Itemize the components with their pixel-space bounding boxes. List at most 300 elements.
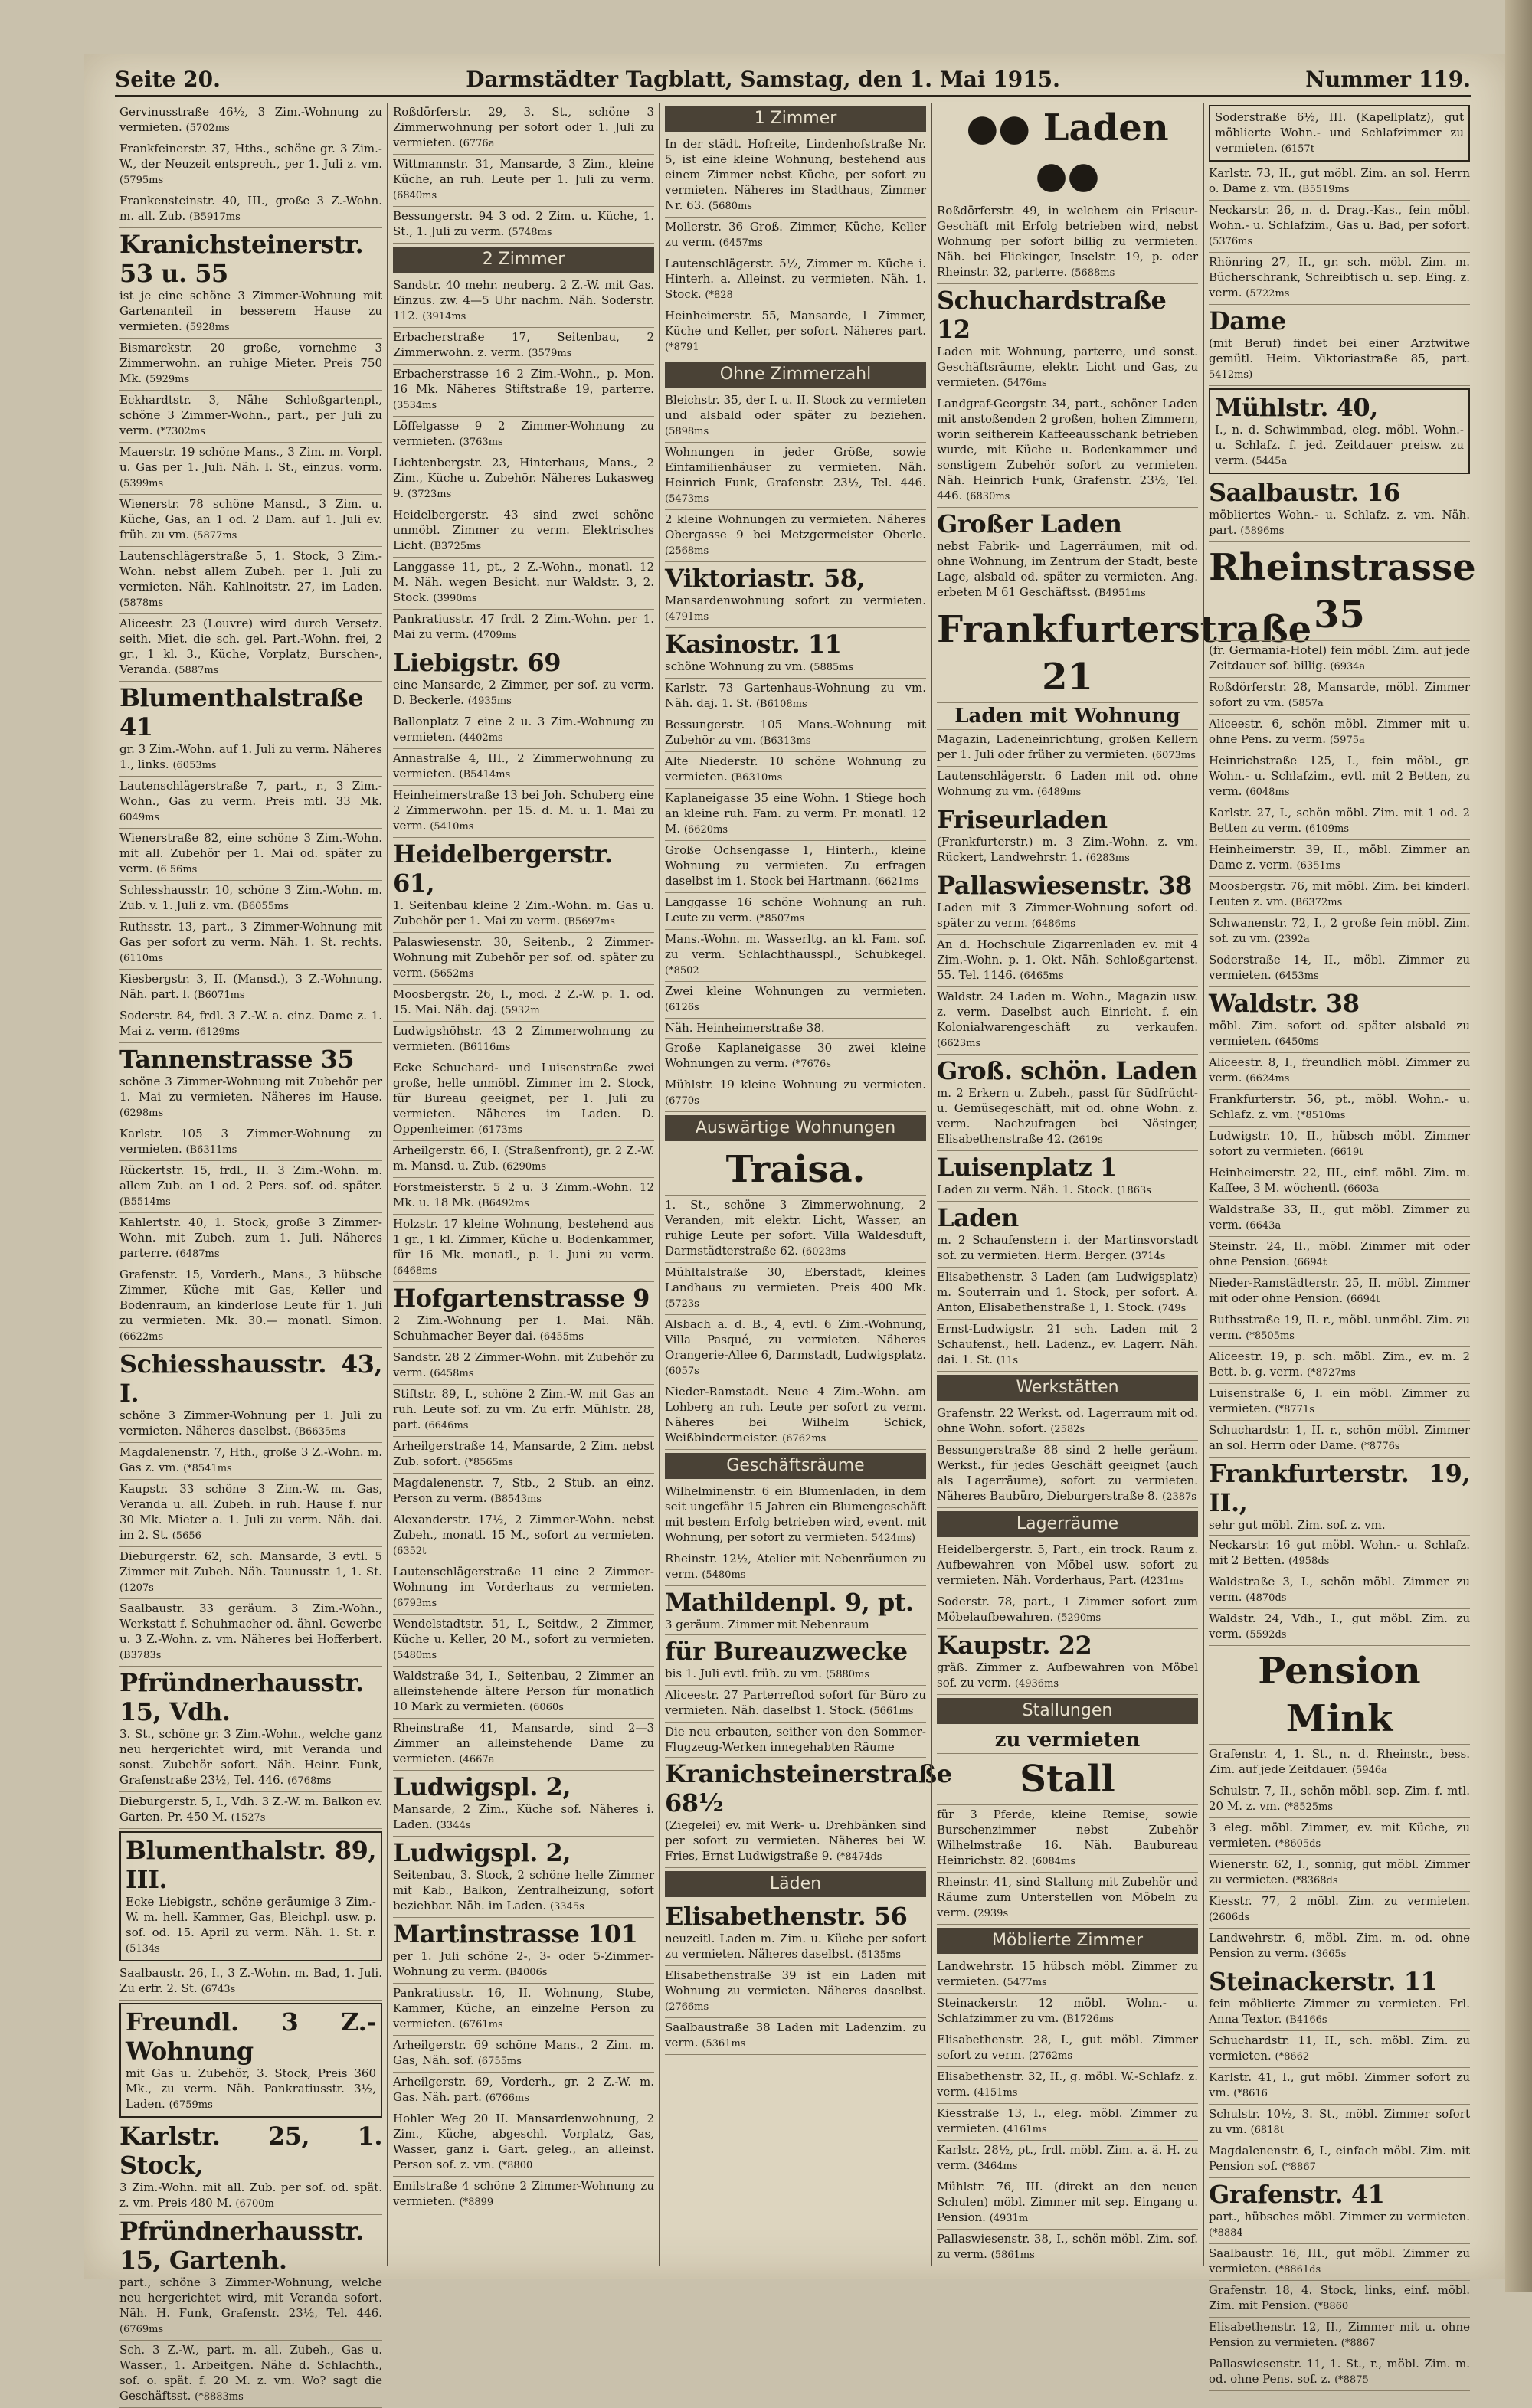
ad-reference-code: (6934a [1330,661,1366,672]
display-ad-headline: Stall [937,1754,1198,1805]
ad-text: Ludwigshöhstr. 43 2 Zimmerwohnung zu vermieten. [393,1024,654,1053]
ad-reference-code: (5896ms [1240,525,1285,537]
classified-ad [665,679,926,715]
ad-text: ist je eine schöne 3 Zimmer-Wohnung mit Gartenanteil in besserem Hause zu vermieten. [119,289,382,333]
display-ad-headline: ●● Laden ●● [937,103,1198,201]
ad-address-headline: Steinackerstr. 11 [1209,1967,1438,1996]
ad-reference-code: (*8899 [459,2197,494,2208]
classified-ad [665,715,926,752]
classified-ad [1209,1892,1470,1929]
ad-address-headline: Luisenplatz 1 [937,1153,1117,1182]
ad-text: Mollerstr. 36 Groß. Zimmer, Küche, Keller zu verm. [665,220,926,249]
ad-address-headline: Saalbaustr. 16 [1209,478,1400,507]
ad-text: Bessungerstr. 94 3 od. 2 Zim. u. Küche, 1. St., 1. Juli zu verm. [393,209,654,238]
section-heading: Stallungen [937,1698,1198,1724]
classified-ad [393,1385,654,1437]
ad-reference-code: (6830ms [966,491,1010,502]
ad-text: Lichtenbergstr. 23, Hinterhaus, Mans., 2 Zim., Küche u. Zubehör. Näheres Lukasweg 9. [393,456,654,500]
ad-reference-code: (4151ms [974,2087,1018,2099]
ad-reference-code: (5929ms [146,374,190,385]
classified-ad [937,394,1198,508]
ad-reference-code: (5878ms [119,597,164,609]
classified-ad [393,985,654,1022]
ad-reference-code: (*8727ms [1307,1367,1356,1379]
classified-ad [119,103,382,139]
classified-ad [119,1006,382,1043]
classified-ad [393,1178,654,1215]
newspaper-masthead: Darmstädter Tagblatt, Samstag, den 1. Mai 1915. [466,66,1060,92]
classified-ad [937,767,1198,803]
classified-ad [937,1994,1198,2030]
ad-reference-code: (*8771s [1275,1404,1314,1415]
ad-text: Saalbaustr. 16, III., gut möbl. Zimmer zu vermieten. [1209,2246,1470,2275]
ad-text: Lautenschlägerstraße 11 eine 2 Zimmer-Wohnung im Vorderhaus zu vermieten. [393,1565,654,1594]
ad-text: 2 kleine Wohnungen zu vermieten. Näheres Obergasse 9 bei Metzgermeister Oberle. [665,512,926,541]
classified-ad [665,1196,926,1263]
ad-reference-code: (3344s [436,1820,471,1831]
column-2 [387,103,659,2266]
ad-reference-code: (6700m [235,2198,274,2210]
classified-ad [393,749,654,786]
ad-reference-code: (5477ms [1003,1977,1047,1988]
ad-text: mit Gas u. Zubehör, 3. Stock, Preis 360 Mk., zu verm. Näh. Pankratiusstr. 3½, Laden. [126,2066,376,2111]
ad-reference-code: (6126s [665,1002,699,1013]
ad-text: Kiesstr. 77, 2 möbl. Zim. zu vermieten. [1209,1894,1470,1908]
ad-text: Erbacherstraße 17, Seitenbau, 2 Zimmerwohn. z. verm. [393,330,654,359]
classified-ad [393,1562,654,1615]
ad-text: Dieburgerstr. 62, sch. Mansarde, 3 evtl. 5 Zimmer mit Zubeh. Näh. Taunusstr. 1, 1. St. [119,1549,382,1579]
classified-ad [393,328,654,365]
classified-ad [1209,715,1470,751]
classified-ad [937,1404,1198,1441]
ad-text: 1. Seitenbau kleine 2 Zim.-Wohn. m. Gas u. Zubehör per 1. Mai zu verm. [393,898,654,928]
ad-reference-code: (6766ms [485,2092,529,2104]
ad-reference-code: (6298ms [119,1107,164,1119]
classified-ad [119,1348,382,1443]
ad-text: Wohnungen in jeder Größe, sowie Einfamilienhäuser zu vermieten. Näh. Heinrich Funk, Grafenstr. 23½, Tel. 446. [665,445,926,489]
ad-text: Saalbaustr. 33 geräum. 3 Zim.-Wohn., Werkstatt f. Schuhmacher od. ähnl. Gewerbe u. 3 Z.-Wohn. z. vm. Näheres bei Hofferbert. [119,1602,382,1646]
ad-reference-code: (3914ms [422,311,466,322]
ad-text: Pankratiusstr. 16, II. Wohnung, Stube, Kammer, Küche, an einzelne Person zu vermieten. [393,1986,654,2030]
ad-text: gräß. Zimmer z. Aufbewahren von Möbel sof. zu verm. [937,1660,1198,1690]
ad-reference-code: (4935ms [467,695,512,707]
ad-reference-code: 5424ms) [871,1533,915,1544]
classified-ad [937,2177,1198,2230]
classified-ad [1209,803,1470,840]
classified-ad [665,752,926,789]
ad-reference-code: (5399ms [119,478,164,489]
ad-address-headline: Blumenthalstraße 41 [119,683,363,741]
ad-reference-code: (B6311ms [185,1144,237,1156]
classified-ad [119,881,382,918]
classified-ad [393,2109,654,2177]
ad-text: Heinrichstraße 125, I., fein möbl., gr. Wohn.- u. Schlafzim., evtl. mit 2 Betten, zu verm. [1209,754,1470,798]
ad-text: möbliertes Wohn.- u. Schlafz. z. vm. Näh. part. [1209,508,1470,537]
classified-ad [119,1265,382,1348]
ad-text: 3. St., schöne gr. 3 Zim.-Wohn., welche ganz neu hergerichtet wird, mit Veranda und sonst. Zubehör sofort. Näh. Heinr. Funk, Grafenstraße 23½, Tel. 446. [119,1727,382,1787]
classified-ad [665,562,926,628]
ad-reference-code: (*8800 [498,2160,533,2171]
ad-text: Karlstr. 41, I., gut möbl. Zimmer sofort zu vm. [1209,2070,1470,2099]
classified-ad [665,1039,926,1075]
classified-ad [1209,1965,1470,2031]
ad-reference-code: (5723s [665,1298,699,1310]
column-5 [1203,103,1476,2386]
ad-text: Laden mit 3 Zimmer-Wohnung sofort od. später zu verm. [937,901,1198,930]
classified-ad [937,1629,1198,1695]
classified-ad [1209,388,1470,474]
classified-ad [119,1792,382,1829]
classified-ad [1209,1274,1470,1310]
ad-reference-code: (5928ms [185,322,230,333]
classified-ad [665,841,926,893]
ad-text: Ruthsstraße 19, II. r., möbl. unmöbl. Zim. zu verm. [1209,1313,1470,1342]
ad-reference-code: (B5519ms [1298,184,1350,195]
ad-text: Seitenbau, 3. Stock, 2 schöne helle Zimmer mit Kab., Balkon, Zentralheizung, sofort beziehbar. Näh. im Laden. [393,1868,654,1912]
classified-ad [1209,1421,1470,1458]
classified-ad [1209,164,1470,201]
classified-ad [937,1957,1198,1994]
classified-ad [1209,1200,1470,1237]
classified-ad [937,1202,1198,1268]
ad-reference-code: (5748ms [508,227,552,238]
ad-reference-code: (*8525ms [1284,1801,1334,1813]
ad-reference-code: (B3783s [119,1650,162,1661]
ad-reference-code: (*8883ms [195,2391,244,2403]
ad-text: Landwehrstr. 6, möbl. Zim. m. od. ohne Pension zu verm. [1209,1931,1470,1960]
classified-ad [119,1831,382,1961]
ad-reference-code: (4402ms [459,732,503,744]
ad-text: Aliceestr. 6, schön möbl. Zimmer mit u. ohne Pens. zu verm. [1209,717,1470,746]
classified-ad [393,1282,654,1348]
ad-reference-code: (3990ms [433,593,477,604]
ad-text: Große Kaplaneigasse 30 zwei kleine Wohnungen zu verm. [665,1041,926,1070]
classified-ad [665,510,926,562]
page-fold-edge [1505,0,1532,2292]
ad-reference-code: (6468ms [393,1265,437,1277]
ad-reference-code: (6290ms [502,1161,547,1173]
classified-ad [1209,1090,1470,1127]
classified-ad [665,789,926,841]
ad-reference-code: (B4006s [506,1967,548,1978]
ad-text: Karlstr. 105 3 Zimmer-Wohnung zu vermieten. [119,1127,382,1156]
ad-text: In der städt. Hofreite, Lindenhofstraße Nr. 5, ist eine kleine Wohnung, bestehend aus einem Zimmer nebst Küche, per sofort zu vermieten. Näheres im Stadthaus, Zimmer Nr. 63. [665,137,926,212]
ad-reference-code: (5476ms [1003,378,1047,389]
classified-ad [393,207,654,244]
ad-text: Grafenstr. 18, 4. Stock, links, einf. möbl. Zim. mit Pension. [1209,2283,1470,2312]
ad-text: Neckarstr. 26, n. d. Drag.-Kas., fein möbl. Wohn.- u. Schlafzim., Gas u. Bad, per sofort. [1209,203,1470,232]
classified-ad [937,1151,1198,1202]
classified-ad [393,1510,654,1562]
ad-reference-code: (5410ms [430,821,474,833]
ad-reference-code: (*8884 [1209,2227,1243,2239]
ad-reference-code: (B5414ms [459,769,511,780]
ad-reference-code: (5480ms [702,1569,746,1581]
ad-reference-code: (B6492ms [478,1198,529,1209]
ad-reference-code: (*7676s [791,1058,831,1070]
ad-text: Landwehrstr. 15 hübsch möbl. Zimmer zu vermieten. [937,1959,1198,1988]
ad-reference-code: (5887ms [175,665,219,676]
ad-text: per 1. Juli schöne 2-, 3- oder 5-Zimmer-Wohnung zu verm. [393,1949,654,1978]
classified-ad [937,1592,1198,1629]
ad-text: Wienerstr. 62, I., sonnig, gut möbl. Zimmer zu vermieten. [1209,1857,1470,1886]
ad-reference-code: (5445a [1252,456,1288,467]
ad-text: Schulstr. 7, II., schön möbl. sep. Zim. f. mtl. 20 M. z. vm. [1209,1784,1470,1813]
ad-reference-code: (6694t [1293,1257,1327,1268]
classified-ad [937,935,1198,987]
ad-text: Roßdörferstr. 49, in welchem ein Friseur-Geschäft mit Erfolg betrieben wird, nebst Wohnung per sofort billig zu vermieten. Näh. bei Flickinger, Inselstr. 19, p. oder Rheinstr. 32, parterre. [937,204,1198,279]
ad-text: part., schöne 3 Zimmer-Wohnung, welche neu hergerichtet wird, mit Veranda sofort. Näh. H. Funk, Grafenstr. 23½, Tel. 446. [119,2275,382,2320]
ad-reference-code: (4870ds [1246,1592,1287,1604]
classified-ad [1209,1929,1470,1965]
ad-reference-code: (6755ms [477,2056,522,2067]
ad-address-headline: Mühlstr. 40, [1215,393,1378,422]
ad-text: Schwanenstr. 72, I., 2 große fein möbl. Zim. sof. zu vm. [1209,916,1470,945]
classified-ad [393,712,654,749]
ad-reference-code: (3534ms [393,400,437,411]
ad-text: Mansarde, 2 Zim., Küche sof. Näheres i. Laden. [393,1802,654,1831]
ad-text: Kaplaneigasse 35 eine Wohn. 1 Stiege hoch an kleine ruh. Fam. zu verm. Pr. monatl. 12 M. [665,791,926,836]
ad-reference-code: (2619s [1069,1134,1103,1146]
ad-text: Landgraf-Georgstr. 34, part., schöner Laden mit anstoßenden 2 großen, hohen Zimmern, worin seitherein Kaffeeausschank betrieben wurde, mit Küche u. Bodenkammer und sonstigem Zubehör sofort zu vermieten. Näh. Heinrich Funk, Grafenstr. 23½, Tel. 446. [937,397,1198,502]
classified-ad [119,682,382,777]
ad-address-headline: Kranichsteinerstraße 68½ [665,1759,952,1817]
ad-address-headline: Pfründnerhausstr. 15, Vdh. [119,1668,364,1726]
classified-ad [119,191,382,228]
ad-text: Frankfeinerstr. 37, Hths., schöne gr. 3 Zim.-W., der Neuzeit entsprech., per 1. Juli z. vm. [119,142,382,171]
ad-text: für 3 Pferde, kleine Remise, sowie Burschenzimmer nebst Zubehör Wilhelmstraße 16. Näh. Baubureau Heinrichstr. 82. [937,1808,1198,1867]
ad-text: Grafenstr. 22 Werkst. od. Lagerraum mit od. ohne Wohn. sofort. [937,1406,1198,1435]
classified-ad [1209,2318,1470,2354]
classified-ad [119,1161,382,1213]
ad-text: Grafenstr. 4, 1. St., n. d. Rheinstr., bess. Zim. auf jede Zeitdauer. [1209,1747,1470,1776]
ad-text: Bessungerstr. 105 Mans.-Wohnung mit Zubehör zu vm. [665,718,926,747]
ad-text: Alsbach a. d. B., 4, evtl. 6 Zim.-Wohnung, Villa Pasqué, zu vermieten. Näheres Orangerie-Allee 6, Darmstadt, Ludwigsplatz. [665,1317,926,1362]
ad-reference-code: (5361ms [702,2038,746,2050]
classified-ad [393,365,654,417]
ad-text: Forstmeisterstr. 5 2 u. 3 Zimm.-Wohn. 12 Mk. u. 18 Mk. [393,1180,654,1209]
ad-text: Laden mit Wohnung, parterre, und sonst. Geschäftsräume, elektr. Licht und Gas, zu vermieten. [937,345,1198,389]
ad-text: (mit Beruf) findet bei einer Arztwitwe gemütl. Heim. Viktoriastraße 85, part. [1209,336,1470,365]
ad-text: Mans.-Wohn. m. Wasserltg. an kl. Fam. sof. zu verm. Schlachthausspl., Schubkegel. [665,932,926,961]
ad-reference-code: (*8860 [1314,2301,1349,2312]
ad-text: Arheilgerstr. 66, I. (Straßenfront), gr. 2 Z.-W. m. Mansd. u. Zub. [393,1143,654,1173]
ad-reference-code: (3579ms [528,348,572,359]
ad-text: Magazin, Ladeneinrichtung, großen Kellern per 1. Juli oder früher zu vermieten. [937,732,1198,761]
classified-ad [119,2120,382,2215]
ad-text: Karlstr. 28½, pt., frdl. möbl. Zim. a. ä. H. zu verm. [937,2143,1198,2172]
ad-reference-code: (*8474ds [836,1851,882,1863]
ad-text: Sch. 3 Z.-W., part. m. all. Zubeh., Gas u. Wasser., 1. Arbeitgen. Nähe d. Schlachth., sof. o. spät. f. 20 M. z. vm. Wo? sagt die Geschäftsst. [119,2343,382,2403]
classified-ad [1209,2178,1470,2244]
ad-reference-code: (5722ms [1246,288,1290,299]
ad-address-headline: Friseurladen [937,805,1108,834]
ad-text: Frankfurterstr. 56, pt., möbl. Wohn.- u. Schlafz. z. vm. [1209,1092,1470,1121]
classified-ad [393,1719,654,1771]
ad-reference-code: (B6313ms [759,735,811,747]
ad-text: Rückertstr. 15, frdl., II. 3 Zim.-Wohn. m. allem Zub. an 1 od. 2 Pers. sof. od. später. [119,1163,382,1193]
classified-ad [665,443,926,510]
ad-reference-code: (5473ms [665,493,709,505]
ad-reference-code: (2392a [1274,934,1310,945]
classified-ad [937,2141,1198,2177]
classified-ad [393,155,654,207]
ad-text: schöne 3 Zimmer-Wohnung mit Zubehör per 1. Mai zu vermieten. Näheres im Hause. [119,1075,382,1104]
ad-text: Aliceestr. 8, I., freundlich möbl. Zimmer zu verm. [1209,1055,1470,1085]
ad-text: Annastraße 4, III., 2 Zimmerwohnung zu vermieten. [393,751,654,780]
ad-address-headline: Heidelbergerstr. 61, [393,839,613,898]
classified-ad [1209,201,1470,253]
ad-reference-code: (5898ms [665,426,709,437]
ad-reference-code: (6840ms [393,190,437,201]
classified-ad [665,254,926,306]
ad-reference-code: (4667a [459,1754,495,1765]
ad-reference-code: (6465ms [1020,970,1064,982]
ad-text: Kahlertstr. 40, 1. Stock, große 3 Zimmer-Wohn. mit Zubeh. zum 1. Juli. Näheres parterre. [119,1215,382,1260]
ad-reference-code: (4709ms [473,630,517,641]
ad-text: 3 eleg. möbl. Zimmer, ev. mit Küche, zu vermieten. [1209,1821,1470,1850]
classified-ad [665,1635,926,1686]
classified-ad [937,201,1198,284]
classified-ad [937,1540,1198,1592]
page-number: Seite 20. [115,66,221,92]
ad-text: Hohler Weg 20 II. Mansardenwohnung, 2 Zim., Küche, abgeschl. Vorplatz, Gas, Wasser, ganz i. Gart. geleg., an alleinst. Person sof. z. vm. [393,2112,654,2171]
ad-text: Steinstr. 24, II., möbl. Zimmer mit oder ohne Pension. [1209,1239,1470,1268]
classified-ad [119,1599,382,1667]
ad-text: Bismarckstr. 20 große, vornehme 3 Zimmerwohn. an ruhige Mieter. Preis 750 Mk. [119,341,382,385]
ad-reference-code: (6450ms [1275,1036,1319,1048]
classified-ad [119,139,382,191]
ad-reference-code: (B8543ms [490,1494,542,1505]
ad-text: Wendelstadtstr. 51, I., Seitdw., 2 Zimmer, Küche u. Keller, 20 M., sofort zu vermieten. [393,1617,654,1646]
ad-reference-code: (5975a [1329,735,1365,746]
ad-text: Eckhardtstr. 3, Nähe Schloßgartenpl., schöne 3 Zimmer-Wohn., part., per Juli zu verm. [119,393,382,437]
ad-text: Näh. Heinheimerstraße 38. [665,1021,825,1035]
ad-text: Pankratiusstr. 47 frdl. 2 Zim.-Wohn. per 1. Mai zu verm. [393,612,654,641]
classified-ad [665,1382,926,1450]
ad-reference-code: (2766ms [665,2001,709,2013]
ad-reference-code: (*8875 [1334,2374,1369,2386]
classified-ad [119,339,382,391]
ad-address-headline: Mathildenpl. 9, pt. [665,1588,914,1617]
classified-ad [1209,877,1470,914]
classified-ad [665,391,926,443]
ad-text: Lautenschlägerstr. 6 Laden mit od. ohne Wohnung zu vm. [937,769,1198,798]
classified-ad [119,970,382,1006]
classified-ad [393,1474,654,1510]
ad-reference-code: (*8616 [1233,2088,1268,2099]
ad-address-headline: Pfründnerhausstr. 15, Gartenh. [119,2217,364,2275]
ad-reference-code: (B4951ms [1094,587,1146,599]
ad-text: Luisenstraße 6, I. ein möbl. Zimmer zu vermieten. [1209,1386,1470,1415]
ad-reference-code: (6283ms [1085,852,1130,864]
ad-reference-code: (6624ms [1246,1073,1290,1085]
classified-ad [393,2036,654,2073]
classified-ad [119,1443,382,1480]
classified-ad [937,869,1198,935]
classified-ad [393,1141,654,1178]
ad-text: Karlstr. 27, I., schön möbl. Zim. mit 1 od. 2 Betten zu verm. [1209,806,1470,835]
section-heading: Auswärtige Wohnungen [665,1115,926,1141]
ad-reference-code: (6048ms [1246,787,1290,798]
ad-reference-code: (6818t [1250,2125,1284,2136]
ad-text: Aliceestr. 23 (Louvre) wird durch Versetz. seith. Miet. die sch. gel. Part.-Wohn. frei, 2 gr., 1 kl. 3., Küche, Vorplatz, Burschen-, Veranda. [119,617,382,676]
ad-address-headline: Pallaswiesenstr. 38 [937,871,1192,900]
ad-text: Saalbaustr. 26, I., 3 Z.-Wohn. m. Bad, 1. Juli. Zu erfr. 2. St. [119,1966,382,1995]
display-ad-headline: Rheinstrasse 35 [1209,542,1470,641]
ad-reference-code: (6770s [665,1095,699,1107]
ad-text: Ruthsstr. 13, part., 3 Zimmer-Wohnung mit Gas per sofort zu verm. Näh. 1. St. rechts. [119,920,382,949]
ad-text: Emilstraße 4 schöne 2 Zimmer-Wohnung zu vermieten. [393,2179,654,2208]
ad-text: Ernst-Ludwigstr. 21 sch. Laden mit 2 Schaufenst., hell. Ladenz., ev. Lagerr. Näh. dai. 1. St. [937,1322,1198,1366]
classified-ad [393,558,654,610]
ad-text: Palaswiesenstr. 30, Seitenb., 2 Zimmer-Wohnung mit Zubehör per sof. od. später zu verm. [393,935,654,980]
classified-ad [1209,1745,1470,1781]
ad-text: Elisabethenstr. 28, I., gut möbl. Zimmer sofort zu verm. [937,2033,1198,2062]
classified-ad [1209,2281,1470,2318]
ad-text: Magdalenenstr. 7, Stb., 2 Stub. an einz. Person zu verm. [393,1476,654,1505]
ad-text: Soderstraße 6½, III. (Kapellplatz), gut möblierte Wohn.- und Schlafzimmer zu vermieten. [1215,110,1464,155]
classified-ad [1209,2244,1470,2281]
display-ad-headline: zu vermieten [937,1727,1198,1754]
ad-text: Wienerstraße 82, eine schöne 3 Zim.-Wohn. mit all. Zubehör per 1. Mai od. später zu verm. [119,831,382,875]
ad-text: 2 Zim.-Wohnung per 1. Mai. Näh. Schuhmacher Beyer dai. [393,1314,654,1343]
ad-reference-code: (6110ms [119,953,164,964]
classified-ad [937,284,1198,394]
classified-ad [937,1873,1198,1925]
classified-ad [1209,1609,1470,1646]
classified-ad [665,628,926,679]
classified-ad [119,228,382,339]
ad-text: Stiftstr. 89, I., schöne 2 Zim.-W. mit Gas an ruh. Leute sof. zu vm. Zu erfr. Mühlstr. 28, part. [393,1387,654,1431]
ad-reference-code: (6057s [665,1366,699,1377]
ad-reference-code: (5656 [172,1530,201,1542]
ad-text: Kiesbergstr. 3, II. (Mansd.), 3 Z.-Wohnung. Näh. part. l. [119,972,382,1001]
classified-ad [665,893,926,930]
ad-reference-code: (2568ms [665,545,709,557]
classified-ad [665,135,926,218]
ad-text: Dieburgerstr. 5, I., Vdh. 3 Z.-W. m. Balkon ev. Garten. Pr. 450 M. [119,1795,382,1824]
ad-text: Aliceestr. 27 Parterreftod sofort für Büro zu vermieten. Näh. daselbst 1. Stock. [665,1688,926,1717]
ad-text: 1. St., schöne 3 Zimmerwohnung, 2 Veranden, mit elektr. Licht, Wasser, an ruhige Leute per sofort. Villa Waldesduft, Darmstädterstraße 62. [665,1198,926,1258]
classified-ad [937,1441,1198,1508]
ad-reference-code: 6049ms [119,812,160,823]
classified-ad [665,218,926,254]
ad-text: Mühlstr. 76, III. (direkt an den neuen Schulen) möbl. Zimmer mit sep. Eingang u. Pension. [937,2180,1198,2224]
ad-text: Soderstraße 14, II., möbl. Zimmer zu vermieten. [1209,953,1470,982]
ad-address-headline: Blumenthalstr. 89, III. [126,1836,376,1894]
ad-text: Löffelgasse 9 2 Zimmer-Wohnung zu vermieten. [393,419,654,448]
classified-ad [393,1771,654,1837]
classified-ad [119,2341,382,2408]
ad-text: Bessungerstraße 88 sind 2 helle geräum. Werkst., für jedes Geschäft geeignet (auch als Lagerräume), sofort zu vermieten. Näheres Baubüro, Dieburgerstraße 8. [937,1443,1198,1503]
ad-text: Mauerstr. 19 schöne Mans., 3 Zim. m. Vorpl. u. Gas per 1. Juli. Näh. I. St., einzus. vorm. [119,445,382,474]
ad-text: Heinheimerstraße 13 bei Joh. Schuberg eine 2 Zimmerwohn. per 15. d. M. u. 1. Mai zu verm. [393,788,654,833]
classified-ad [665,1075,926,1112]
ad-text: Laden zu verm. Näh. 1. Stock. [937,1183,1114,1196]
ad-reference-code: (B6116ms [459,1042,511,1053]
ad-address-headline: Hofgartenstrasse 9 [393,1284,650,1313]
ad-text: schöne 3 Zimmer-Wohnung per 1. Juli zu vermieten. Näheres daselbst. [119,1408,382,1438]
ad-reference-code: (5885ms [810,662,854,673]
ad-address-headline: Schiesshausstr. 43, I. [119,1350,382,1408]
classified-ad [393,1348,654,1385]
ad-reference-code: (*7302ms [156,426,205,437]
classified-ad [119,547,382,614]
ad-reference-code: (6060s [529,1702,564,1713]
display-ad-headline: Traisa. [665,1144,926,1196]
classified-ad [119,1964,382,2001]
